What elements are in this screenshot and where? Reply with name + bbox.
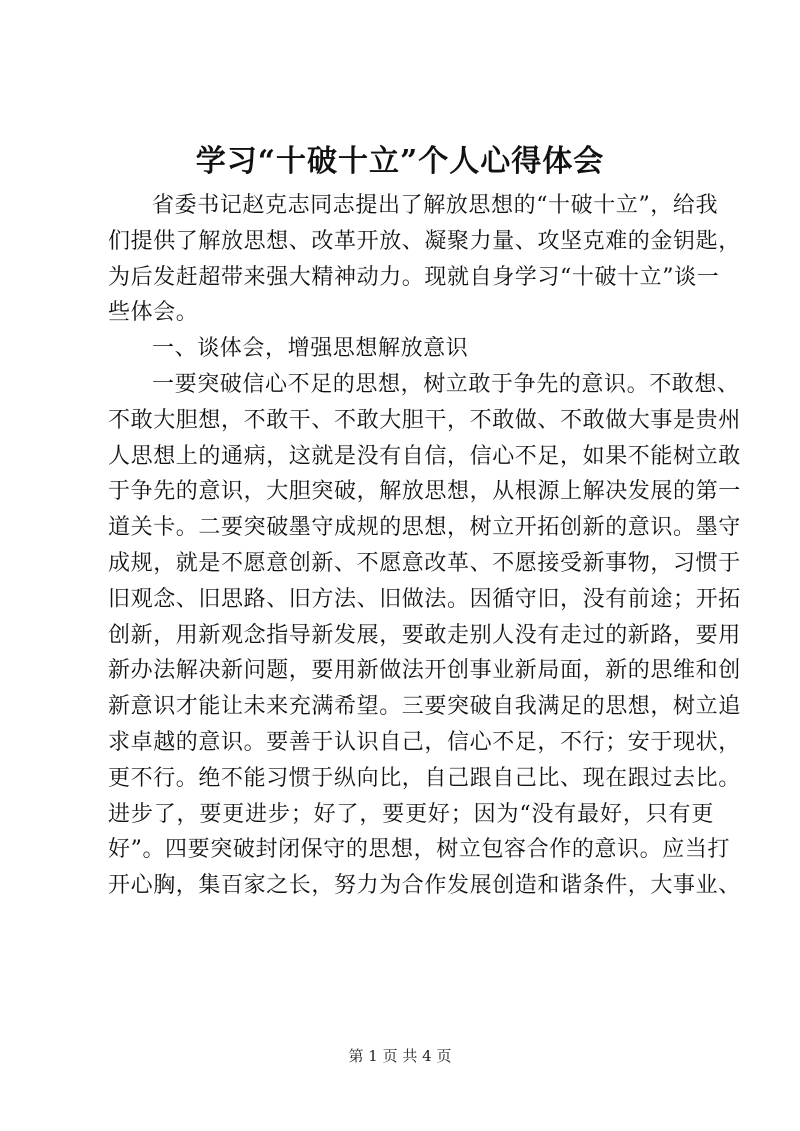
text-line: 为后发赶超带来强大精神动力。现就自身学习“十破十立”谈一 bbox=[108, 264, 720, 290]
section-heading: 一、谈体会，增强思想解放意识 bbox=[152, 336, 469, 362]
text-line: 新办法解决新问题，要用新做法开创事业新局面，新的思维和创 bbox=[108, 658, 741, 684]
text-line: 旧观念、旧思路、旧方法、旧做法。因循守旧，没有前途；开拓 bbox=[108, 586, 741, 612]
text-line: 道关卡。二要突破墨守成规的思想，树立开拓创新的意识。墨守 bbox=[108, 515, 741, 541]
document-title: 学习“十破十立”个人心得体会 bbox=[195, 144, 605, 179]
text-line: 省委书记赵克志同志提出了解放思想的“十破十立”，给我 bbox=[152, 193, 719, 218]
text-line: 进步了，要更进步；好了，要更好；因为“没有最好，只有更 bbox=[108, 801, 714, 827]
text-line: 人思想上的通病，这就是没有自信，信心不足，如果不能树立敢 bbox=[108, 443, 741, 469]
text-line: 些体会。 bbox=[108, 300, 199, 326]
text-line: 开心胸，集百家之长，努力为合作发展创造和谐条件，大事业、 bbox=[108, 873, 741, 899]
document-body bbox=[108, 188, 741, 904]
text-line: 一要突破信心不足的思想，树立敢于争先的意识。不敢想、 bbox=[152, 371, 740, 397]
text-line: 不敢大胆想，不敢干、不敢大胆干，不敢做、不敢做大事是贵州 bbox=[108, 407, 741, 433]
text-line: 创新，用新观念指导新发展，要敢走别人没有走过的新路，要用 bbox=[108, 622, 741, 648]
text-line: 于争先的意识，大胆突破，解放思想，从根源上解决发展的第一 bbox=[108, 479, 741, 505]
text-line: 更不行。绝不能习惯于纵向比，自己跟自己比、现在跟过去比。 bbox=[108, 765, 741, 791]
text-line: 求卓越的意识。要善于认识自己，信心不足，不行；安于现状， bbox=[108, 729, 741, 755]
text-line: 好”。四要突破封闭保守的思想，树立包容合作的意识。应当打 bbox=[108, 837, 731, 863]
text-line: 成规，就是不愿意创新、不愿意改革、不愿接受新事物，习惯于 bbox=[108, 550, 741, 576]
page-footer: 第 1 页 共 4 页 bbox=[348, 1047, 452, 1065]
text-line: 们提供了解放思想、改革开放、凝聚力量、攻坚克难的金钥匙， bbox=[108, 228, 741, 254]
text-line: 新意识才能让未来充满希望。三要突破自我满足的思想，树立追 bbox=[108, 694, 741, 720]
